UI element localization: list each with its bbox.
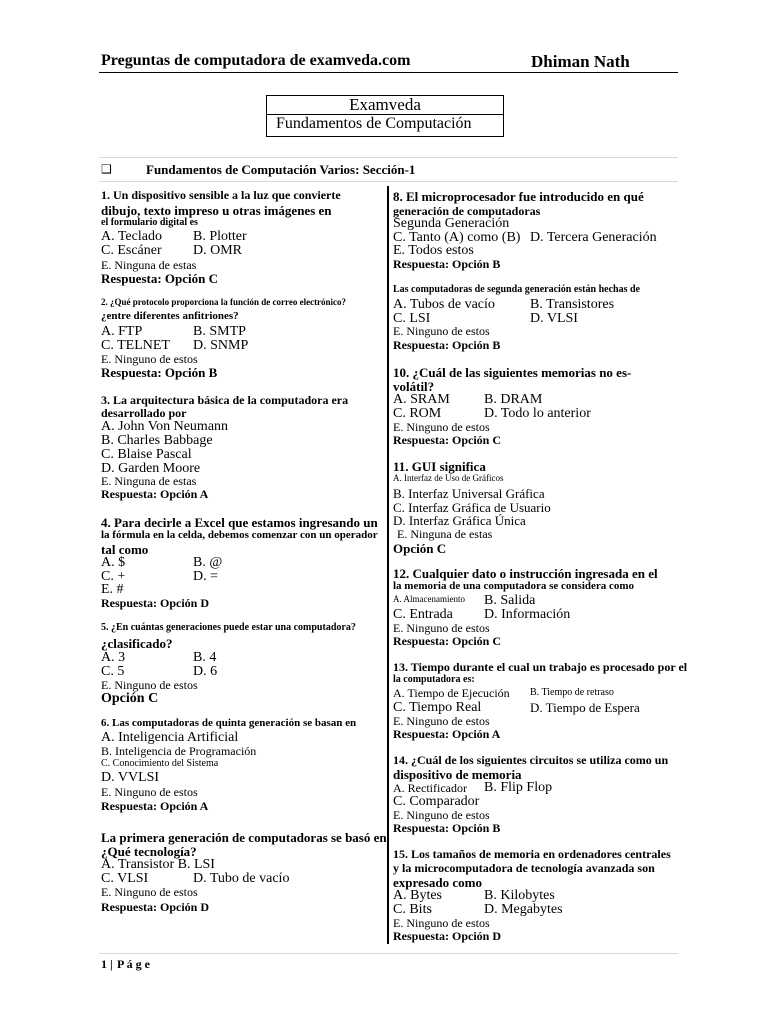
q14-line1: 14. ¿Cuál de los siguientes circuitos se utiliza como un — [393, 753, 669, 767]
q11-option-c: C. Interfaz Gráfica de Usuario — [393, 500, 551, 515]
q5-line1: 5. ¿En cuántas generaciones puede estar una computadora? — [101, 622, 356, 633]
q3-option-c: C. Blaise Pascal — [101, 447, 192, 462]
q9-option-c: C. LSI — [393, 311, 431, 326]
q9-answer: Respuesta: Opción B — [393, 338, 501, 352]
q13-option-d: D. Tiempo de Espera — [530, 700, 640, 715]
q12-line2: la memoria de una computadora se considera como — [393, 580, 635, 592]
q12-option-d: D. Información — [484, 607, 571, 622]
q13-line2: la computadora es: — [393, 674, 475, 685]
header-author: Dhiman Nath — [531, 52, 630, 71]
q5-line2: ¿clasificado? — [101, 636, 173, 651]
q13-option-b: B. Tiempo de retraso — [530, 687, 614, 698]
title-box-line1: Examveda — [349, 95, 421, 114]
q14-answer: Respuesta: Opción B — [393, 821, 501, 835]
q3-option-b: B. Charles Babbage — [101, 433, 213, 448]
q8-line2: generación de computadoras — [393, 204, 541, 218]
q8-option-c: C. Tanto (A) como (B) — [393, 230, 521, 245]
section-rule-top — [99, 157, 678, 158]
q11-option-d: D. Interfaz Gráfica Única — [393, 513, 526, 528]
q12-option-e: E. Ninguno de estos — [393, 621, 490, 635]
footer-page-number: 1 | — [101, 957, 113, 971]
column-divider — [387, 186, 389, 944]
q1-option-e: E. Ninguna de estas — [101, 258, 197, 272]
q11-option-a: A. Interfaz de Uso de Gráficos — [393, 473, 504, 483]
q7-option-c: C. VLSI — [101, 871, 149, 886]
q1-answer: Respuesta: Opción C — [101, 271, 219, 286]
q14-option-a: A. Rectificador — [393, 781, 467, 795]
q13-option-c: C. Tiempo Real — [393, 700, 482, 715]
q14-line2: dispositivo de memoria — [393, 767, 522, 782]
q13-option-a: A. Tiempo de Ejecución — [393, 686, 510, 700]
q1-option-c: C. Escáner — [101, 243, 162, 258]
q2-line1: 2. ¿Qué protocolo proporciona la función de correo electrónico? — [101, 297, 347, 307]
q8-answer: Respuesta: Opción B — [393, 257, 501, 271]
q3-option-d: D. Garden Moore — [101, 461, 201, 476]
q14-option-b: B. Flip Flop — [484, 780, 553, 795]
q7-option-d: D. Tubo de vacío — [193, 871, 290, 886]
q5-option-d: D. 6 — [193, 664, 218, 679]
q15-option-a: A. Bytes — [393, 888, 442, 903]
q4-option-c: C. + — [101, 569, 126, 584]
q5-option-a: A. 3 — [101, 650, 126, 665]
q6-option-b: B. Inteligencia de Programación — [101, 744, 257, 758]
q7-line1: La primera generación de computadoras se basó en — [101, 830, 387, 845]
q15-line3: expresado como — [393, 875, 482, 890]
q6-option-e: E. Ninguno de estos — [101, 785, 198, 799]
footer-page-label: P á g e — [117, 957, 150, 971]
q9-option-a: A. Tubos de vacío — [393, 297, 495, 312]
q1-line2: dibujo, texto impreso u otras imágenes en — [101, 203, 332, 218]
q4-line3: tal como — [101, 542, 149, 557]
q8-option-a: Segunda Generación — [393, 216, 510, 231]
q8-option-d: D. Tercera Generación — [530, 230, 657, 245]
q4-option-b: B. @ — [193, 555, 223, 570]
q4-line2: la fórmula en la celda, debemos comenzar con un operador — [101, 529, 378, 541]
q3-line2: desarrollado por — [101, 406, 187, 420]
q2-option-c: C. TELNET — [101, 338, 170, 353]
q11-option-b: B. Interfaz Universal Gráfica — [393, 486, 545, 501]
title-box-line2: Fundamentos de Computación — [276, 115, 472, 132]
q15-line2: y la microcomputadora de tecnología avanzada son — [393, 861, 655, 875]
q4-answer: Respuesta: Opción D — [101, 596, 210, 610]
q3-answer: Respuesta: Opción A — [101, 487, 209, 501]
q7-answer: Respuesta: Opción D — [101, 900, 210, 914]
q1-line3: el formulario digital es — [101, 217, 198, 228]
q10-option-e: E. Ninguno de estos — [393, 420, 490, 434]
q10-option-b: B. DRAM — [484, 392, 543, 407]
q6-answer: Respuesta: Opción A — [101, 799, 209, 813]
q6-line1: 6. Las computadoras de quinta generación se basan en — [101, 717, 357, 729]
q15-option-b: B. Kilobytes — [484, 888, 555, 903]
q10-line2: volátil? — [393, 379, 435, 394]
q2-option-a: A. FTP — [101, 324, 143, 339]
q13-option-e: E. Ninguno de estos — [393, 714, 490, 728]
q4-line1: 4. Para decirle a Excel que estamos ingresando un — [101, 515, 378, 530]
q15-line1: 15. Los tamaños de memoria en ordenadores centrales — [393, 847, 671, 861]
q5-option-c: C. 5 — [101, 664, 125, 679]
header-title: Preguntas de computadora de examveda.com — [101, 52, 411, 69]
q15-option-c: C. Bits — [393, 902, 432, 917]
q2-answer: Respuesta: Opción B — [101, 365, 218, 380]
q7-line2: ¿Qué tecnología? — [101, 844, 197, 859]
q12-option-b: B. Salida — [484, 593, 536, 608]
q1-option-d: D. OMR — [193, 243, 243, 258]
q8-option-e: E. Todos estos — [393, 243, 474, 258]
q3-line1: 3. La arquitectura básica de la computadora era — [101, 393, 349, 407]
section-rule-bottom — [99, 181, 678, 182]
q3-option-a: A. John Von Neumann — [101, 419, 229, 434]
q11-answer: Opción C — [393, 541, 447, 556]
q8-line1: 8. El microprocesador fue introducido en qué — [393, 189, 644, 204]
q12-line1: 12. Cualquier dato o instrucción ingresada en el — [393, 566, 658, 581]
q9-option-b: B. Transistores — [530, 297, 615, 312]
q13-answer: Respuesta: Opción A — [393, 727, 501, 741]
section-bullet-icon: ❑ — [101, 162, 112, 176]
q6-option-a: A. Inteligencia Artificial — [101, 730, 239, 745]
q14-option-e: E. Ninguno de estos — [393, 808, 490, 822]
q15-option-e: E. Ninguno de estos — [393, 916, 490, 930]
q14-option-c: C. Comparador — [393, 794, 480, 809]
q2-option-d: D. SNMP — [193, 338, 249, 353]
q5-option-b: B. 4 — [193, 650, 217, 665]
q3-option-e: E. Ninguna de estas — [101, 474, 197, 488]
q5-answer: Opción C — [101, 691, 159, 706]
footer-rule — [99, 953, 678, 954]
q9-option-e: E. Ninguno de estos — [393, 324, 490, 338]
q9-option-d: D. VLSI — [530, 311, 578, 326]
q2-line2: ¿entre diferentes anfitriones? — [101, 310, 239, 322]
q6-option-d: D. VVLSI — [101, 770, 160, 785]
q7-option-e: E. Ninguno de estos — [101, 885, 198, 899]
q13-line1: 13. Tiempo durante el cual un trabajo es procesado por el — [393, 660, 688, 674]
q15-answer: Respuesta: Opción D — [393, 929, 502, 943]
q10-option-c: C. ROM — [393, 406, 442, 421]
q4-option-d: D. = — [193, 569, 219, 584]
q12-option-c: C. Entrada — [393, 607, 453, 622]
section-title: Fundamentos de Computación Varios: Sección-1 — [146, 162, 416, 177]
q4-option-a: A. $ — [101, 555, 126, 570]
q10-answer: Respuesta: Opción C — [393, 433, 502, 447]
q2-option-b: B. SMTP — [193, 324, 246, 339]
q5-option-e: E. Ninguno de estos — [101, 678, 198, 692]
q6-option-c: C. Conocimiento del Sistema — [101, 758, 219, 769]
q10-line1: 10. ¿Cuál de las siguientes memorias no es- — [393, 365, 632, 380]
q1-option-b: B. Plotter — [193, 229, 247, 244]
q4-option-e: E. # — [101, 582, 124, 597]
q12-answer: Respuesta: Opción C — [393, 634, 502, 648]
q11-option-e: E. Ninguna de estas — [397, 527, 493, 541]
q10-option-d: D. Todo lo anterior — [484, 406, 591, 421]
q2-option-e: E. Ninguno de estos — [101, 352, 198, 366]
q12-option-a: A. Almacenamiento — [393, 594, 465, 604]
header-rule — [99, 72, 678, 73]
q1-option-a: A. Teclado — [101, 229, 162, 244]
q9-line1: Las computadoras de segunda generación están hechas de — [393, 284, 640, 295]
q11-line1: 11. GUI significa — [393, 459, 486, 474]
q7-option-ab: A. Transistor B. LSI — [101, 857, 215, 872]
q15-option-d: D. Megabytes — [484, 902, 563, 917]
q10-option-a: A. SRAM — [393, 392, 450, 407]
q1-line1: 1. Un dispositivo sensible a la luz que convierte — [101, 188, 341, 202]
